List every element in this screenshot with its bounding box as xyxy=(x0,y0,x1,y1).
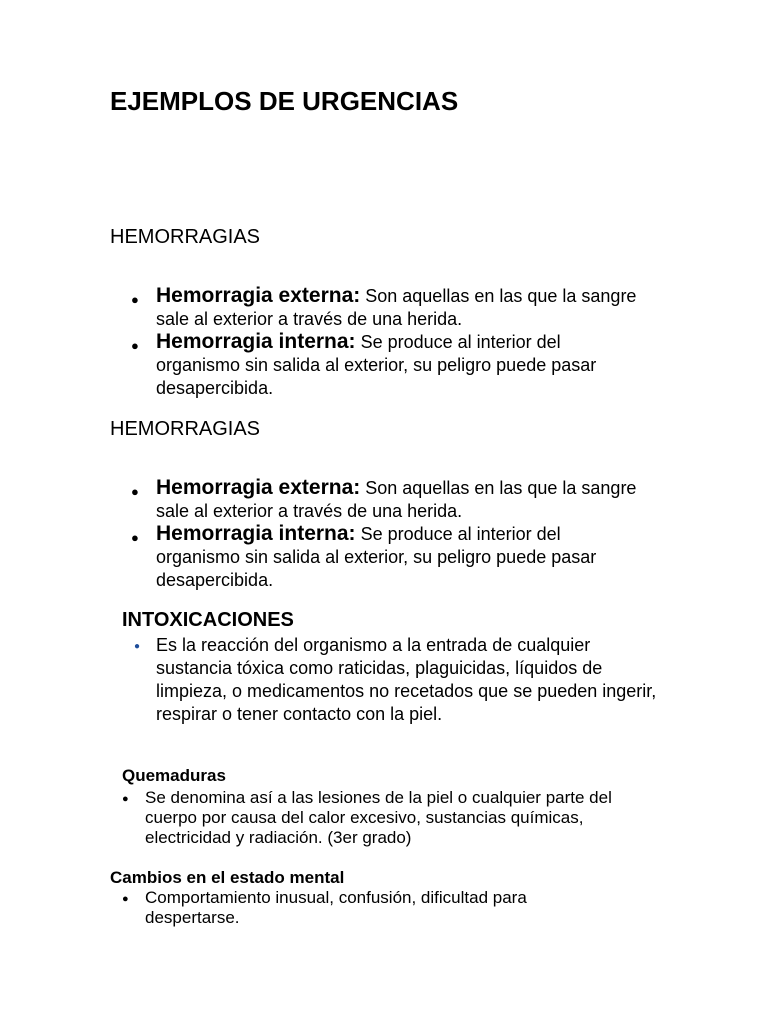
list-item xyxy=(145,788,665,848)
bullet-icon: ● xyxy=(122,793,129,805)
section-heading: Quemaduras xyxy=(122,766,226,785)
bullet-icon: ● xyxy=(131,292,139,307)
list-item xyxy=(156,330,626,400)
bullet-icon: ● xyxy=(122,893,129,905)
list-item xyxy=(156,476,656,523)
item-text: Comportamiento inusual, confusión, dificultad para despertarse. xyxy=(145,888,527,927)
item-term: Hemorragia externa: xyxy=(156,476,361,499)
bullet-icon: ● xyxy=(131,484,139,499)
list-item xyxy=(145,888,595,928)
bullet-icon: ● xyxy=(131,530,139,545)
section-heading: HEMORRAGIAS xyxy=(110,226,261,248)
item-text: Se produce al interior del organismo sin salida al exterior, su peligro puede pasar desapercibida. xyxy=(156,524,597,590)
item-term: Hemorragia interna: xyxy=(156,330,356,353)
section-heading: HEMORRAGIAS xyxy=(110,418,261,440)
section-heading: INTOXICACIONES xyxy=(122,609,294,631)
item-text: Son aquellas en las que la sangre sale al exterior a través de una herida. xyxy=(156,478,637,521)
item-text: Se produce al interior del organismo sin salida al exterior, su peligro puede pasar desapercibida. xyxy=(156,332,597,398)
item-term: Hemorragia interna: xyxy=(156,522,356,545)
section-heading: Cambios en el estado mental xyxy=(110,868,345,887)
item-text: Son aquellas en las que la sangre sale al exterior a través de una herida. xyxy=(156,286,637,329)
page-title: EJEMPLOS DE URGENCIAS xyxy=(110,86,459,116)
item-text: Se denomina así a las lesiones de la piel o cualquier parte del cuerpo por causa del calor excesivo, sustancias químicas, electricidad y radiación. (3er grado) xyxy=(145,788,612,847)
list-item xyxy=(156,634,666,726)
list-item xyxy=(156,284,656,331)
item-term: Hemorragia externa: xyxy=(156,284,361,307)
bullet-icon: ● xyxy=(131,338,139,353)
bullet-icon: ● xyxy=(134,641,141,652)
list-item xyxy=(156,522,626,592)
item-text: Es la reacción del organismo a la entrada de cualquier sustancia tóxica como raticidas, plaguicidas, líquidos de limpieza, o medicamentos no recetados que se pueden ingerir, respirar o tener contacto con la piel. xyxy=(156,635,657,724)
